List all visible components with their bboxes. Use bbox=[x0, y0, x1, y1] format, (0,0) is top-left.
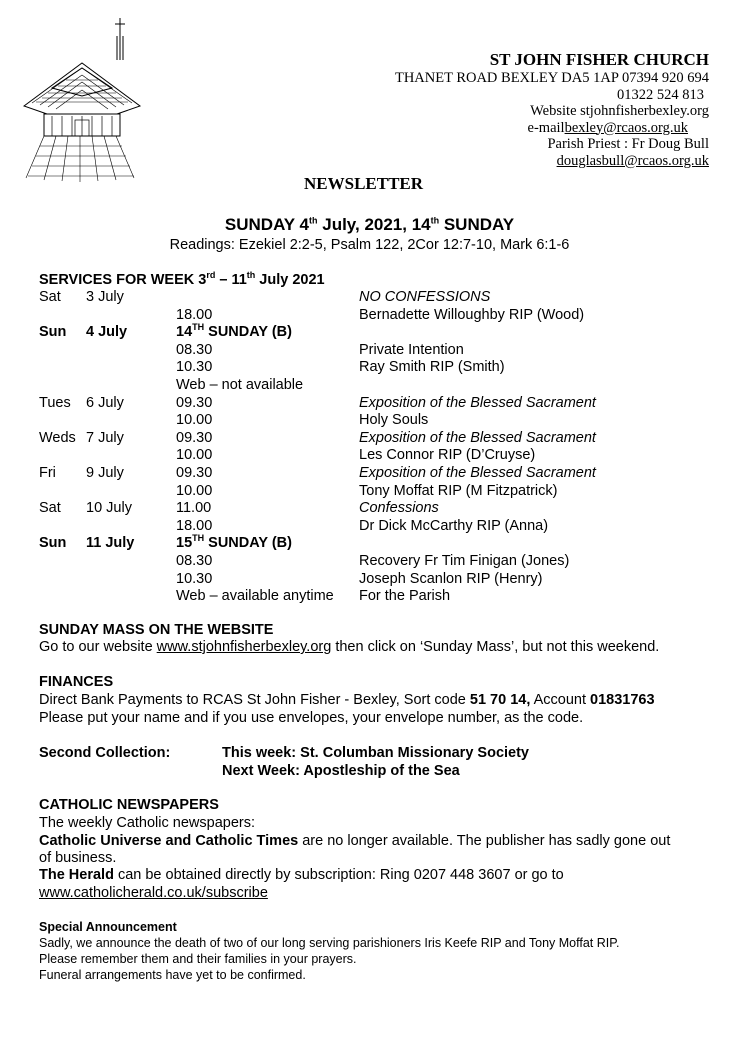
service-date: 11 July bbox=[86, 535, 135, 552]
service-intention: NO CONFESSIONS bbox=[359, 289, 491, 305]
service-time: 10.00 bbox=[176, 447, 213, 464]
service-intention: For the Parish bbox=[359, 588, 451, 605]
second-collection-label: Second Collection: bbox=[39, 745, 171, 761]
service-time: 10.30 bbox=[176, 570, 213, 587]
service-row bbox=[39, 571, 719, 589]
sunday-label: SUNDAY (B) bbox=[204, 324, 292, 341]
herald-link[interactable]: www.catholicherald.co.uk/subscribe bbox=[39, 885, 268, 901]
church-email: e-mailbexley@rcaos.org.uk bbox=[527, 119, 688, 136]
service-row bbox=[39, 395, 719, 413]
service-row bbox=[39, 588, 719, 606]
service-date: 10 July bbox=[86, 500, 132, 517]
service-intention: Exposition of the Blessed Sacrament bbox=[359, 429, 596, 446]
church-header bbox=[395, 50, 709, 169]
service-intention: Confessions bbox=[359, 500, 439, 517]
service-time: Web – available anytime bbox=[176, 588, 334, 605]
service-row bbox=[39, 553, 719, 571]
website-link[interactable]: www.stjohnfisherbexley.org bbox=[156, 639, 332, 655]
service-day: Sat bbox=[39, 500, 61, 517]
church-phone: 01322 524 813 bbox=[617, 86, 704, 103]
second-collection-this-week: This week: St. Columban Missionary Society bbox=[222, 745, 529, 761]
service-time: 18.00 bbox=[176, 517, 213, 534]
service-intention: Private Intention bbox=[359, 341, 464, 358]
priest-email-link[interactable]: douglasbull@rcaos.org.uk bbox=[556, 152, 709, 169]
service-row bbox=[39, 377, 719, 395]
newsletter-title: NEWSLETTER bbox=[304, 174, 424, 193]
church-email-link[interactable]: bexley@rcaos.org.uk bbox=[564, 119, 688, 136]
sunday-title: SUNDAY 4th July, 2021, 14th SUNDAY bbox=[224, 215, 515, 234]
service-intention: Tony Moffat RIP (M Fitzpatrick) bbox=[359, 482, 558, 499]
service-date: 4 July bbox=[86, 324, 128, 341]
service-time: 08.30 bbox=[176, 341, 213, 358]
service-time: 11.00 bbox=[176, 500, 212, 517]
service-day: Weds bbox=[39, 429, 76, 446]
service-time: Web – not available bbox=[176, 377, 304, 393]
finances-line2: Please put your name and if you use envelopes, your envelope number, as the code. bbox=[39, 710, 584, 726]
mass-website-text: Go to our website www.stjohnfisherbexley.org then click on ‘Sunday Mass’, but not this weekend. bbox=[39, 639, 660, 655]
service-row bbox=[39, 518, 719, 536]
service-date: 3 July bbox=[86, 289, 124, 305]
newspapers-line1: Catholic Universe and Catholic Times are no longer available. The publisher has sadly gone out bbox=[39, 833, 671, 849]
service-day: Sun bbox=[39, 324, 67, 341]
service-day: Tues bbox=[39, 394, 71, 411]
service-row bbox=[39, 289, 719, 307]
service-date: 9 July bbox=[86, 465, 124, 481]
service-intention: Bernadette Willoughby RIP (Wood) bbox=[359, 306, 585, 323]
service-time: 10.00 bbox=[176, 412, 213, 429]
finances-heading: FINANCES bbox=[39, 674, 114, 690]
service-time: 10.30 bbox=[176, 359, 213, 376]
service-day: Sat bbox=[39, 289, 61, 305]
service-date: 7 July bbox=[86, 429, 124, 446]
service-row bbox=[39, 324, 719, 342]
service-row bbox=[39, 483, 719, 501]
service-row bbox=[39, 412, 719, 430]
service-row bbox=[39, 465, 719, 483]
service-row bbox=[39, 430, 719, 448]
announcement-line1: Sadly, we announce the death of two of our long serving parishioners Iris Keefe RIP and Tony Moffat RIP. bbox=[39, 936, 620, 950]
service-day: Fri bbox=[39, 465, 56, 481]
service-intention: Recovery Fr Tim Finigan (Jones) bbox=[359, 553, 570, 569]
service-row bbox=[39, 447, 719, 465]
service-time: 09.30 bbox=[176, 394, 213, 411]
church-website: Website stjohnfisherbexley.org bbox=[530, 103, 709, 119]
priest-email bbox=[395, 153, 709, 170]
finances-line1: Direct Bank Payments to RCAS St John Fisher - Bexley, Sort code 51 70 14, Account 01831763 bbox=[39, 692, 655, 708]
service-intention: Exposition of the Blessed Sacrament bbox=[359, 394, 596, 411]
announcement-heading: Special Announcement bbox=[39, 920, 177, 934]
newspapers-line2: The Herald can be obtained directly by subscription: Ring 0207 448 3607 or go to bbox=[39, 867, 564, 883]
sunday-number: 14 bbox=[176, 324, 193, 341]
service-intention: Holy Souls bbox=[359, 412, 429, 429]
newspapers-line1b: of business. bbox=[39, 850, 117, 866]
sunday-number: 15 bbox=[176, 535, 193, 552]
service-time: 10.00 bbox=[176, 482, 213, 499]
newspapers-heading: CATHOLIC NEWSPAPERS bbox=[39, 797, 219, 813]
service-row bbox=[39, 342, 719, 360]
service-intention: Exposition of the Blessed Sacrament bbox=[359, 465, 596, 481]
service-row bbox=[39, 307, 719, 325]
service-time: 08.30 bbox=[176, 553, 213, 569]
parish-priest: Parish Priest : Fr Doug Bull bbox=[547, 136, 709, 152]
announcement-line2: Please remember them and their families in your prayers. bbox=[39, 952, 357, 966]
service-intention: Joseph Scanlon RIP (Henry) bbox=[359, 570, 543, 587]
service-intention: Dr Dick McCarthy RIP (Anna) bbox=[359, 517, 549, 534]
sunday-label: SUNDAY (B) bbox=[204, 535, 292, 552]
service-time: 18.00 bbox=[176, 306, 213, 323]
newspapers-link-line bbox=[39, 885, 268, 902]
service-date: 6 July bbox=[86, 394, 124, 411]
service-day: Sun bbox=[39, 535, 67, 552]
service-row bbox=[39, 359, 719, 377]
service-row bbox=[39, 500, 719, 518]
service-row bbox=[39, 535, 719, 553]
readings: Readings: Ezekiel 2:2-5, Psalm 122, 2Cor 12:7-10, Mark 6:1-6 bbox=[169, 237, 570, 253]
newspapers-intro: The weekly Catholic newspapers: bbox=[39, 815, 255, 831]
second-collection-next-week: Next Week: Apostleship of the Sea bbox=[222, 763, 460, 779]
mass-website-heading: SUNDAY MASS ON THE WEBSITE bbox=[39, 622, 274, 638]
church-address: THANET ROAD BEXLEY DA5 1AP 07394 920 694 bbox=[394, 70, 709, 86]
service-intention: Ray Smith RIP (Smith) bbox=[359, 359, 505, 376]
announcement-line3: Funeral arrangements have yet to be confirmed. bbox=[39, 968, 306, 982]
service-time: 09.30 bbox=[176, 429, 213, 446]
church-logo-image bbox=[22, 18, 142, 183]
services-heading: SERVICES FOR WEEK 3rd – 11th July 2021 bbox=[39, 270, 325, 288]
service-time: 09.30 bbox=[176, 465, 213, 481]
church-name: ST JOHN FISHER CHURCH bbox=[489, 50, 709, 69]
service-intention: Les Connor RIP (D’Cruyse) bbox=[359, 447, 536, 464]
service-time: 15TH SUNDAY (B) bbox=[176, 533, 292, 552]
service-time: 14TH SUNDAY (B) bbox=[176, 322, 292, 341]
